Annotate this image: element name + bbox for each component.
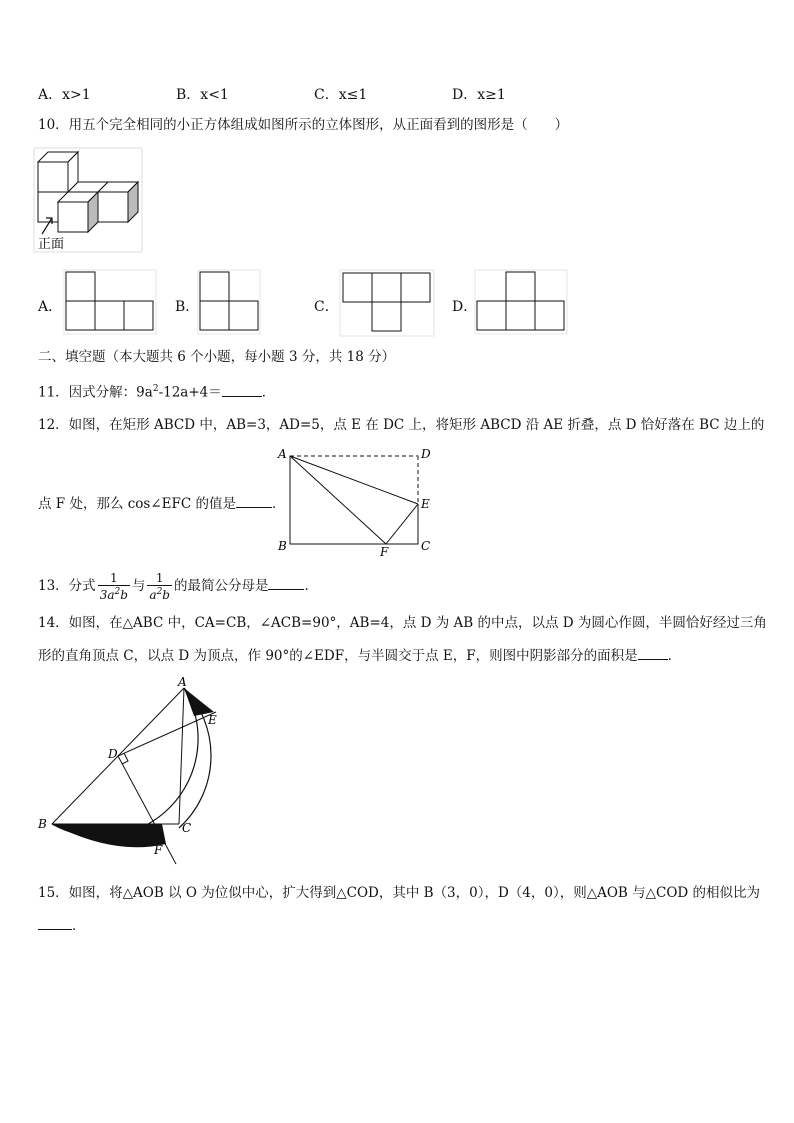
answer-blank[interactable]: [236, 494, 272, 508]
q13-mid: 与: [131, 578, 146, 594]
fraction-2: [147, 572, 172, 602]
point-e-label: E: [208, 713, 217, 727]
q15-line2: [38, 916, 86, 935]
q14-line2-text: 形的直角顶点 C，以点 D 为顶点，作 90°的∠EDF，与半圆交于点 E，F，则图中阴影部分的面积是: [38, 648, 638, 664]
option-letter: D．: [452, 87, 478, 103]
q13-prefix: 13．分式: [38, 578, 96, 594]
fraction-denominator: $a^2b$: [149, 586, 170, 602]
q10-cube-figure: [34, 148, 144, 254]
answer-blank[interactable]: [38, 916, 72, 930]
section-heading: 二、填空题（本大题共 6 个小题，每小题 3 分，共 18 分）: [38, 349, 396, 365]
q10-option-d-label: D．: [452, 299, 478, 315]
q11-prefix: 11．因式分解：9a: [38, 384, 153, 401]
option-text: x<1: [200, 87, 229, 103]
q12-end: ．: [272, 496, 286, 512]
q13-end: ．: [304, 578, 318, 594]
q14-line2: [38, 646, 681, 665]
option-letter: C．: [314, 87, 339, 103]
point-c-label: C: [182, 821, 192, 835]
q12-line2-text: 点 F 处，那么 cos∠EFC 的值是: [38, 496, 237, 512]
q14-line1: 14．如图，在△ABC 中，CA=CB，∠ACB=90°，AB=4，点 D 为 AB 的中点，以点 D 为圆心作圆，半圆恰好经过三角: [38, 615, 767, 631]
option-text: x≤1: [338, 87, 368, 103]
point-a-label: A: [278, 447, 287, 461]
point-b-label: B: [278, 539, 287, 553]
q10-option-a-figure: [64, 270, 156, 334]
point-d-label: D: [108, 747, 118, 761]
q9-option-a: [38, 84, 91, 104]
answer-blank[interactable]: [268, 576, 304, 590]
q13-suffix: 的最简公分母是: [173, 578, 269, 594]
q14-end: ．: [667, 648, 682, 664]
q12-rectangle-figure: [276, 446, 434, 558]
q15-end: ．: [72, 918, 86, 934]
option-text: x≥1: [477, 87, 506, 103]
q11-end: ．: [261, 384, 276, 401]
option-text: x>1: [62, 87, 91, 103]
answer-blank[interactable]: [638, 646, 668, 660]
q14-semicircle-figure: [34, 674, 234, 864]
q11-suffix: -12a+4＝: [158, 384, 222, 401]
fraction-denominator: $3a^2b$: [99, 586, 128, 602]
option-letter: A．: [38, 87, 63, 103]
point-c-label: C: [421, 539, 431, 553]
q13-text: [38, 568, 318, 604]
q10-option-a-label: A．: [38, 299, 63, 315]
q10-text: 10．用五个完全相同的小正方体组成如图所示的立体图形，从正面看到的图形是（ ）: [38, 117, 569, 133]
q12-line2: [38, 494, 286, 513]
q15-line1: 15．如图，将△AOB 以 O 为位似中心，扩大得到△COD，其中 B（3，0），D（4，0），则△AOB 与△COD 的相似比为: [38, 885, 761, 901]
point-f-label: F: [380, 545, 389, 559]
q10-option-d-figure: [475, 270, 567, 334]
q11-sup: 2: [152, 384, 159, 394]
q10-option-b-figure: [198, 270, 260, 334]
q11-text: [38, 380, 275, 402]
option-letter: B．: [176, 87, 201, 103]
point-b-label: B: [38, 817, 47, 831]
point-e-label: E: [421, 497, 430, 511]
q10-option-b-label: B．: [175, 299, 200, 315]
front-label: 正面: [38, 237, 65, 252]
point-a-label: A: [178, 675, 187, 689]
q9-option-b: [176, 84, 229, 104]
fraction-1: [98, 572, 130, 602]
q9-option-c: [314, 84, 367, 104]
point-f-label: F: [154, 843, 163, 857]
q9-option-d: [452, 84, 506, 104]
fraction-numerator: 1: [98, 572, 130, 586]
point-d-label: D: [421, 447, 431, 461]
q10-option-c-label: C．: [314, 299, 339, 315]
q10-option-c-figure: [340, 270, 434, 336]
fraction-numerator: 1: [147, 572, 172, 586]
answer-blank[interactable]: [222, 383, 262, 397]
q12-line1: 12．如图，在矩形 ABCD 中，AB=3，AD=5，点 E 在 DC 上，将矩形 ABCD 沿 AE 折叠，点 D 恰好落在 BC 边上的: [38, 417, 765, 433]
